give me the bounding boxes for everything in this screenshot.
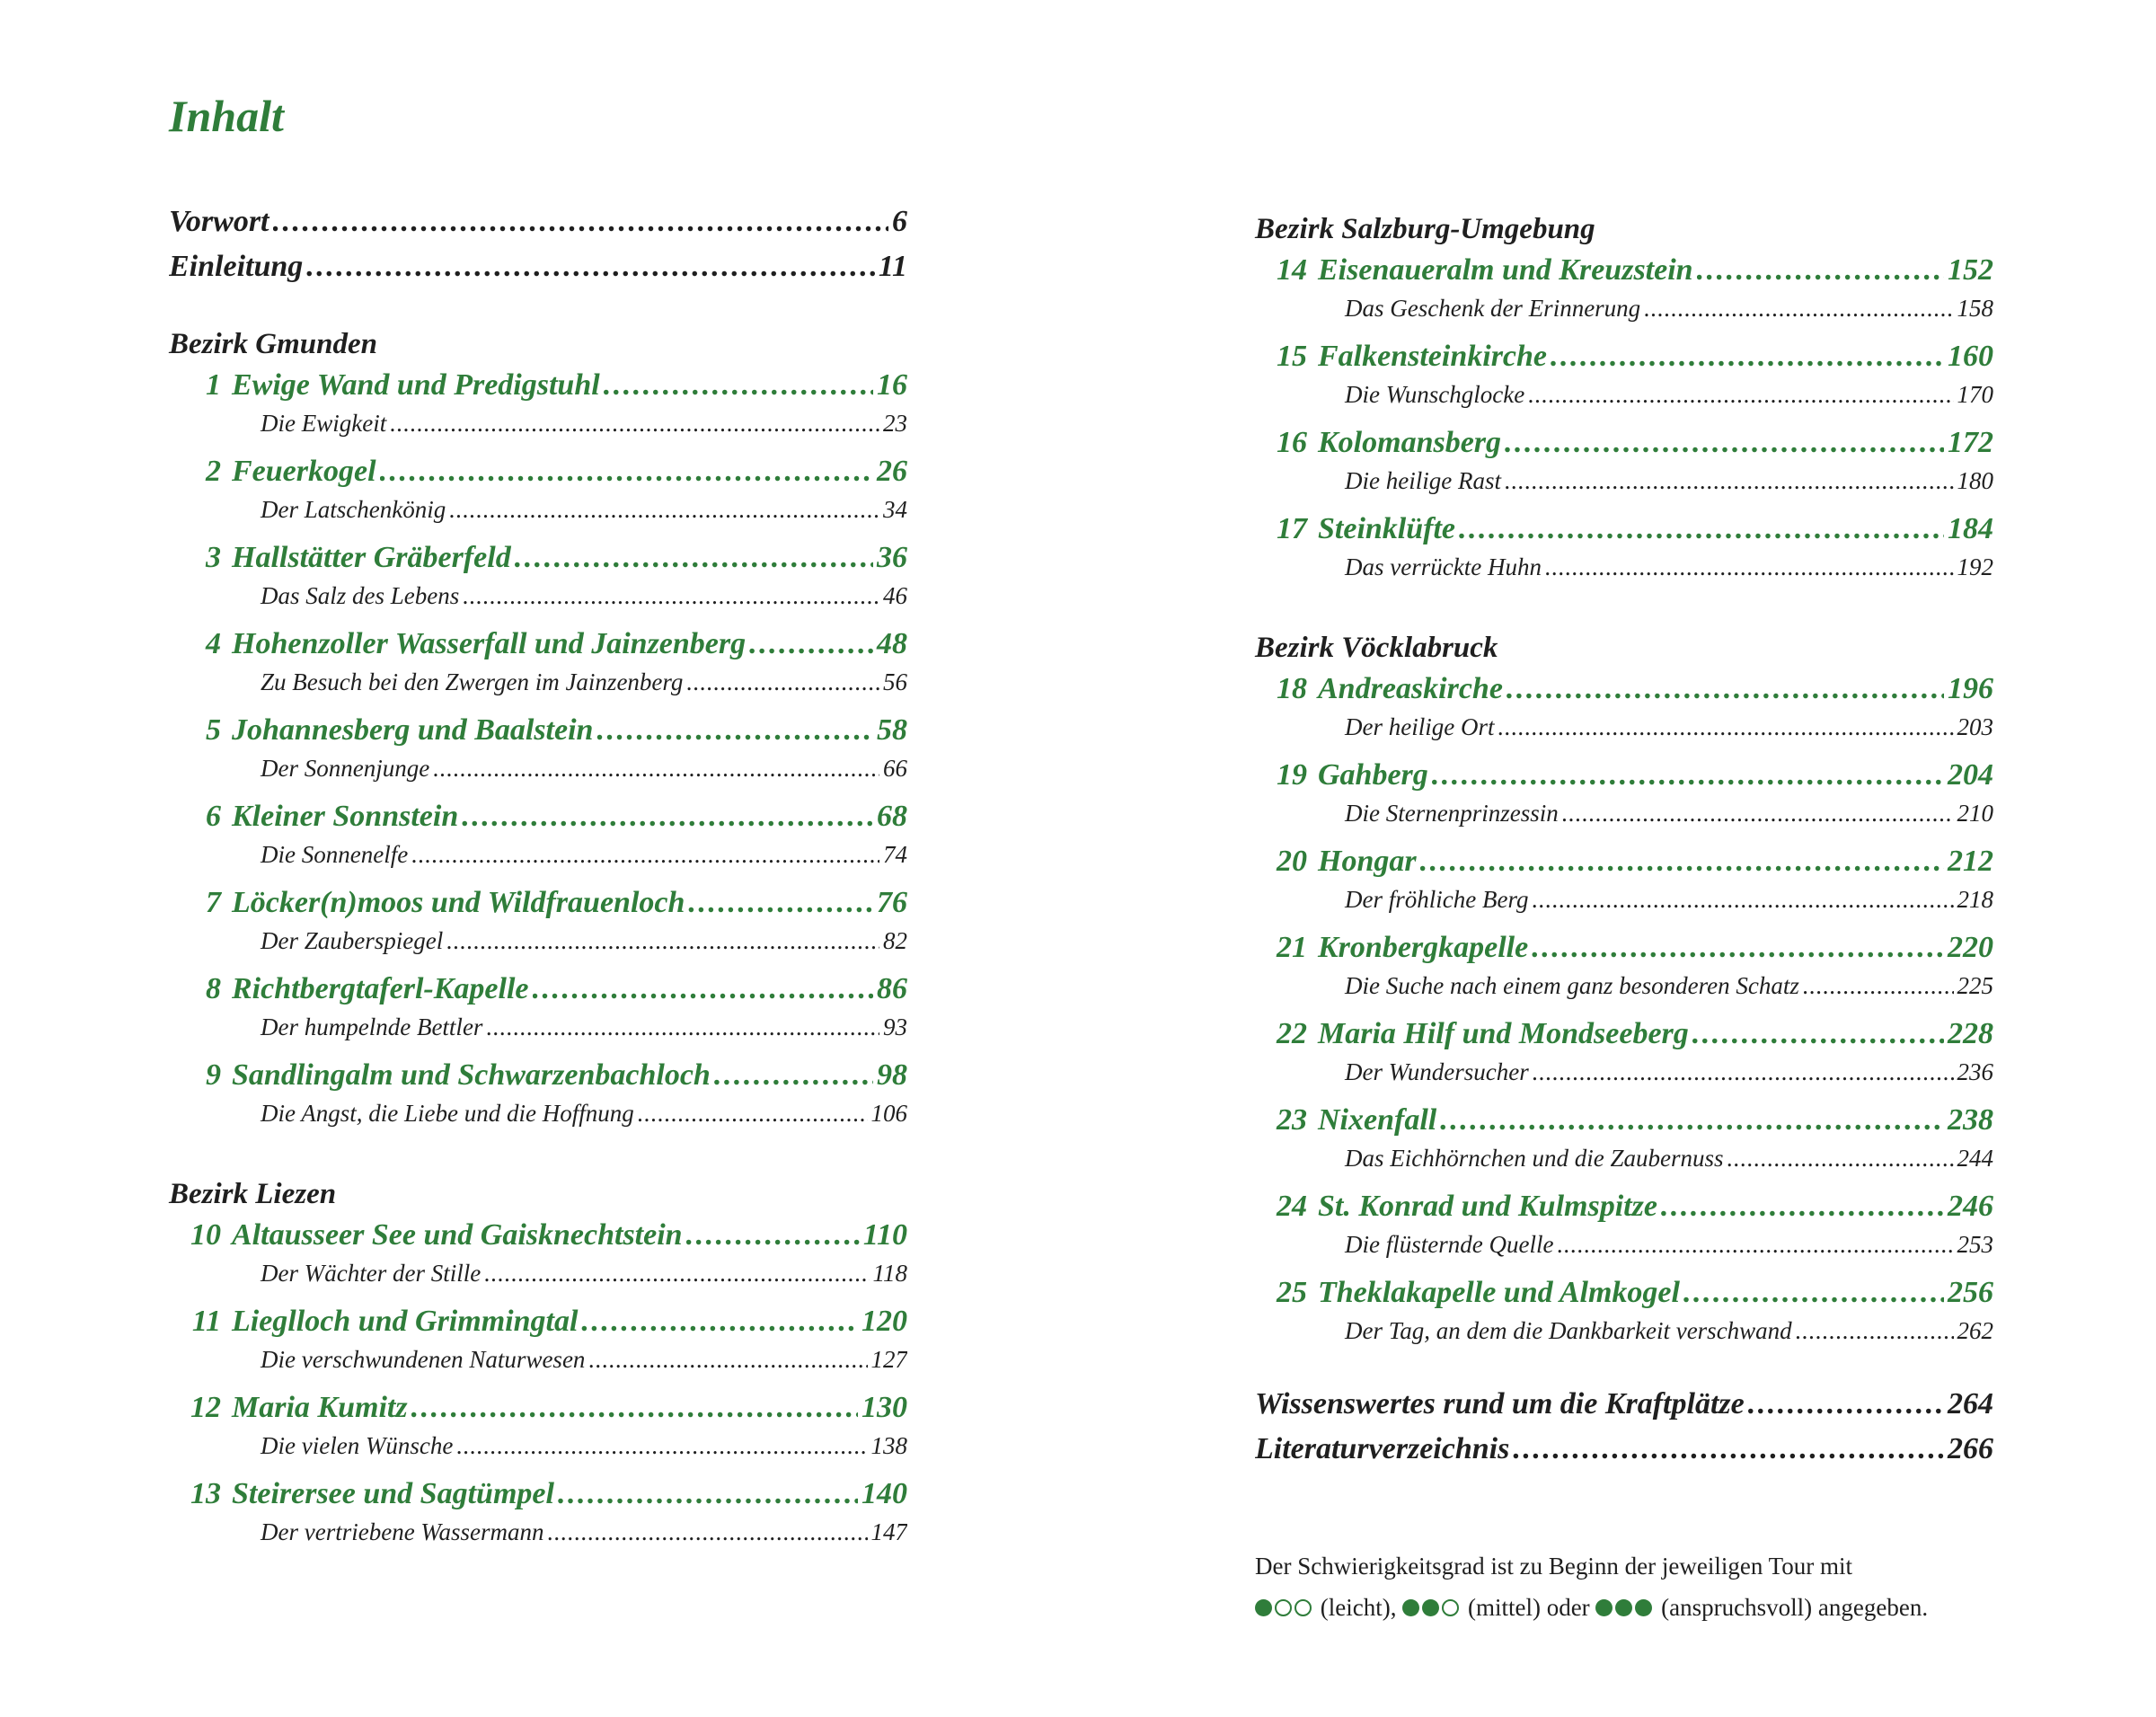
tour-number: 2 xyxy=(206,455,221,488)
tour-number: 15 xyxy=(1277,340,1307,373)
toc-tour-entry xyxy=(169,713,907,787)
story-row[interactable] xyxy=(1255,553,1993,586)
story-page: 147 xyxy=(870,1518,907,1545)
tour-title-row[interactable] xyxy=(169,1218,907,1260)
dot-leader xyxy=(558,1477,858,1511)
story-title: Der humpelnde Bettler xyxy=(261,1013,483,1040)
section-heading: Bezirk Gmunden xyxy=(169,328,377,360)
tour-title: Steinklüfte xyxy=(1318,512,1456,545)
story-row[interactable] xyxy=(169,668,907,701)
dot-leader xyxy=(273,205,889,239)
dot-leader xyxy=(1697,253,1944,288)
tour-number: 11 xyxy=(191,1305,221,1338)
tour-title-row[interactable] xyxy=(169,1391,907,1432)
dot-leader xyxy=(1533,1058,1954,1086)
dot-leader xyxy=(380,455,873,489)
story-title: Das verrückte Huhn xyxy=(1345,553,1542,580)
tour-page: 48 xyxy=(877,627,907,660)
toc-left-column xyxy=(169,205,907,1563)
dot-leader xyxy=(533,972,873,1006)
story-page: 192 xyxy=(1957,553,1993,580)
tour-number: 6 xyxy=(206,800,221,833)
story-title: Zu Besuch bei den Zwergen im Jainzenberg xyxy=(261,668,684,695)
dot-leader xyxy=(1505,467,1954,495)
tour-title: Hongar xyxy=(1318,845,1417,878)
story-page: 23 xyxy=(883,410,907,437)
dot-leader xyxy=(1532,886,1953,914)
dot-leader xyxy=(688,886,873,920)
tour-title: Nixenfall xyxy=(1318,1103,1437,1137)
story-page: 56 xyxy=(883,668,907,695)
story-row[interactable] xyxy=(169,1100,907,1132)
difficulty-easy-label: (leicht), xyxy=(1320,1594,1397,1621)
toc-tour-entry xyxy=(1255,672,1993,746)
tour-title: Theklakapelle und Almkogel xyxy=(1318,1276,1680,1309)
tour-title-row[interactable] xyxy=(1255,1017,1993,1058)
story-page: 93 xyxy=(883,1013,907,1040)
tour-number: 20 xyxy=(1277,845,1307,878)
tour-title-row[interactable] xyxy=(1255,1190,1993,1231)
story-title: Der vertriebene Wassermann xyxy=(261,1518,544,1545)
dot-leader xyxy=(1498,713,1953,741)
dot-leader xyxy=(749,627,873,661)
toc-tour-entry xyxy=(169,627,907,701)
tour-page: 212 xyxy=(1948,845,1993,878)
tour-title: Löcker(n)moos und Wildfrauenloch xyxy=(232,886,685,919)
entry-title: Vorwort xyxy=(169,205,270,238)
story-row[interactable] xyxy=(169,1346,907,1378)
story-row[interactable] xyxy=(169,927,907,960)
dot-leader xyxy=(1528,381,1953,409)
tour-number: 7 xyxy=(206,886,221,919)
tour-number: 21 xyxy=(1277,931,1307,964)
tour-page: 26 xyxy=(877,455,907,488)
story-row[interactable] xyxy=(169,496,907,528)
dot-leader xyxy=(449,496,879,524)
entry-page: 11 xyxy=(878,250,907,283)
tour-title-row[interactable] xyxy=(169,1305,907,1346)
tour-title: Hallstätter Gräberfeld xyxy=(232,541,511,574)
tour-page: 120 xyxy=(862,1305,907,1338)
dot-leader xyxy=(581,1305,858,1339)
tour-number: 18 xyxy=(1277,672,1307,705)
toc-right-column xyxy=(1255,205,1993,1477)
story-row[interactable] xyxy=(1255,800,1993,832)
dot-leader xyxy=(1661,1190,1944,1224)
filled-circle-icon xyxy=(1615,1599,1632,1616)
tour-page: 184 xyxy=(1948,512,1993,545)
dot-leader xyxy=(686,1218,860,1252)
dot-leader xyxy=(686,668,879,696)
story-row[interactable] xyxy=(169,1432,907,1465)
tour-title: St. Konrad und Kulmspitze xyxy=(1318,1190,1657,1223)
story-row[interactable] xyxy=(169,1260,907,1292)
entry-title: Wissenswertes rund um die Kraftplätze xyxy=(1255,1387,1745,1421)
filled-circle-icon xyxy=(1635,1599,1652,1616)
tour-title-row[interactable] xyxy=(169,800,907,841)
story-row[interactable] xyxy=(1255,1231,1993,1263)
tour-page: 140 xyxy=(862,1477,907,1510)
toc-entry-vorwort[interactable] xyxy=(169,205,907,250)
tour-title-row[interactable] xyxy=(169,1477,907,1518)
toc-tour-entry xyxy=(1255,1017,1993,1091)
tour-page: 228 xyxy=(1948,1017,1993,1050)
toc-tour-entry xyxy=(169,541,907,615)
story-page: 244 xyxy=(1957,1145,1993,1172)
toc-tour-entry xyxy=(1255,253,1993,327)
tour-page: 256 xyxy=(1948,1276,1993,1309)
toc-entry-literaturverzeichnis[interactable] xyxy=(1255,1432,1993,1477)
story-page: 218 xyxy=(1957,886,1993,913)
tour-title-row[interactable] xyxy=(1255,253,1993,295)
tour-page: 196 xyxy=(1948,672,1993,705)
story-page: 225 xyxy=(1957,972,1993,999)
tour-title-row[interactable] xyxy=(1255,1276,1993,1317)
dot-leader xyxy=(596,713,873,748)
dot-leader xyxy=(1748,1387,1944,1421)
story-title: Die vielen Wünsche xyxy=(261,1432,454,1459)
dot-leader xyxy=(1562,800,1954,828)
story-title: Der Wächter der Stille xyxy=(261,1260,482,1287)
tour-page: 130 xyxy=(862,1391,907,1424)
filled-circle-icon xyxy=(1402,1599,1419,1616)
entry-title: Literaturverzeichnis xyxy=(1255,1432,1510,1465)
story-title: Die heilige Rast xyxy=(1345,467,1501,494)
story-page: 34 xyxy=(883,496,907,523)
difficulty-hard-label: (anspruchsvoll) angegeben. xyxy=(1661,1594,1929,1621)
dot-leader xyxy=(1507,672,1944,706)
dot-leader xyxy=(515,541,873,575)
tour-title-row[interactable] xyxy=(169,713,907,755)
toc-tour-entry xyxy=(169,1391,907,1465)
dot-leader xyxy=(1459,512,1944,546)
dot-leader xyxy=(433,755,879,783)
tour-title-row[interactable] xyxy=(1255,1103,1993,1145)
dot-leader xyxy=(462,800,873,834)
dot-leader xyxy=(1532,931,1944,965)
story-row[interactable] xyxy=(169,1518,907,1551)
tour-title: Kronbergkapelle xyxy=(1318,931,1529,964)
filled-circle-icon xyxy=(1255,1599,1272,1616)
tour-title-row[interactable] xyxy=(1255,672,1993,713)
dot-leader xyxy=(1505,426,1944,460)
tour-page: 238 xyxy=(1948,1103,1993,1137)
tour-title: Steirersee und Sagtümpel xyxy=(232,1477,554,1510)
story-page: 106 xyxy=(870,1100,907,1127)
tour-page: 204 xyxy=(1948,758,1993,792)
dot-leader xyxy=(1683,1276,1944,1310)
tour-number: 5 xyxy=(206,713,221,747)
toc-tour-entry xyxy=(1255,426,1993,500)
story-row[interactable] xyxy=(1255,381,1993,413)
story-title: Die flüsternde Quelle xyxy=(1345,1231,1554,1258)
toc-tour-entry xyxy=(169,1477,907,1551)
entry-page: 264 xyxy=(1948,1387,1993,1421)
section-heading: Bezirk Salzburg-Umgebung xyxy=(1255,213,1595,245)
dot-leader xyxy=(1796,1317,1954,1345)
story-page: 180 xyxy=(1957,467,1993,494)
dot-leader xyxy=(1692,1017,1944,1051)
story-page: 158 xyxy=(1957,295,1993,322)
dot-leader xyxy=(1513,1432,1944,1466)
tour-title: Ewige Wand und Predigstuhl xyxy=(232,368,600,402)
tour-title-row[interactable] xyxy=(169,455,907,496)
story-page: 46 xyxy=(883,582,907,609)
tour-title-row[interactable] xyxy=(1255,845,1993,886)
tour-title-row[interactable] xyxy=(169,886,907,927)
tour-page: 110 xyxy=(862,1218,907,1252)
story-title: Der Latschenkönig xyxy=(261,496,446,523)
empty-circle-icon xyxy=(1442,1599,1459,1616)
tour-number: 22 xyxy=(1277,1017,1307,1050)
tour-title: Kolomansberg xyxy=(1318,426,1502,459)
tour-page: 220 xyxy=(1948,931,1993,964)
tour-title: Altausseer See und Gaisknechtstein xyxy=(232,1218,683,1252)
tour-title-row[interactable] xyxy=(1255,758,1993,800)
page-title: Inhalt xyxy=(169,91,284,141)
story-title: Die Suche nach einem ganz besonderen Schatz xyxy=(1345,972,1799,999)
section-heading: Bezirk Vöcklabruck xyxy=(1255,632,1498,664)
tour-number: 3 xyxy=(206,541,221,574)
toc-entry-wissenswertes[interactable] xyxy=(1255,1387,1993,1432)
story-title: Der fröhliche Berg xyxy=(1345,886,1529,913)
tour-title: Richtbergtaferl-Kapelle xyxy=(232,972,529,1005)
tour-page: 68 xyxy=(877,800,907,833)
tour-number: 12 xyxy=(190,1391,221,1424)
story-title: Der Wundersucher xyxy=(1345,1058,1529,1085)
dot-leader xyxy=(1727,1145,1953,1173)
story-row[interactable] xyxy=(1255,295,1993,327)
tour-title-row[interactable] xyxy=(169,627,907,668)
difficulty-medium-label: (mittel) oder xyxy=(1467,1594,1590,1621)
tour-number: 19 xyxy=(1277,758,1307,792)
tour-title-row[interactable] xyxy=(1255,512,1993,553)
tour-number: 17 xyxy=(1277,512,1307,545)
tour-page: 172 xyxy=(1948,426,1993,459)
tour-page: 86 xyxy=(877,972,907,1005)
tour-number: 8 xyxy=(206,972,221,1005)
story-title: Der Tag, an dem die Dankbarkeit verschwand xyxy=(1345,1317,1792,1344)
story-row[interactable] xyxy=(169,755,907,787)
story-row[interactable] xyxy=(1255,1145,1993,1177)
difficulty-note xyxy=(1255,1545,2001,1628)
story-row[interactable] xyxy=(169,1013,907,1046)
story-page: 262 xyxy=(1957,1317,1993,1344)
story-title: Der Zauberspiegel xyxy=(261,927,444,954)
tour-title: Feuerkogel xyxy=(232,455,376,488)
dot-leader xyxy=(714,1058,873,1093)
story-row[interactable] xyxy=(169,582,907,615)
toc-tour-entry xyxy=(1255,931,1993,1005)
toc-tour-entry xyxy=(169,1305,907,1378)
story-title: Die Sonnenelfe xyxy=(261,841,409,868)
story-title: Die Sternenprinzessin xyxy=(1345,800,1559,827)
story-title: Der heilige Ort xyxy=(1345,713,1495,740)
story-page: 66 xyxy=(883,755,907,782)
tour-page: 98 xyxy=(877,1058,907,1092)
story-page: 138 xyxy=(870,1432,907,1459)
tour-number: 4 xyxy=(206,627,221,660)
toc-tour-entry xyxy=(1255,1190,1993,1263)
tour-title: Johannesberg und Baalstein xyxy=(232,713,594,747)
entry-page: 266 xyxy=(1948,1432,1993,1465)
story-row[interactable] xyxy=(1255,972,1993,1005)
dot-leader xyxy=(484,1260,869,1288)
dot-leader xyxy=(1557,1231,1953,1259)
tour-number: 24 xyxy=(1277,1190,1307,1223)
tour-title: Gahberg xyxy=(1318,758,1428,792)
tour-title: Falkensteinkirche xyxy=(1318,340,1548,373)
toc-tour-entry xyxy=(1255,1276,1993,1350)
tour-page: 152 xyxy=(1948,253,1993,287)
toc-tour-entry xyxy=(169,1058,907,1132)
filled-circle-icon xyxy=(1595,1599,1613,1616)
tour-title-row[interactable] xyxy=(1255,340,1993,381)
tour-page: 76 xyxy=(877,886,907,919)
tour-number: 13 xyxy=(190,1477,221,1510)
story-page: 210 xyxy=(1957,800,1993,827)
story-title: Die Angst, die Liebe und die Hoffnung xyxy=(261,1100,634,1127)
tour-number: 23 xyxy=(1277,1103,1307,1137)
dot-leader xyxy=(390,410,879,438)
dot-leader xyxy=(1803,972,1954,1000)
tour-page: 16 xyxy=(877,368,907,402)
tour-page: 58 xyxy=(877,713,907,747)
difficulty-note-line1: Der Schwierigkeitsgrad ist zu Beginn der jeweiligen Tour mit xyxy=(1255,1553,1852,1580)
section-heading: Bezirk Liezen xyxy=(169,1178,337,1210)
tour-number: 14 xyxy=(1277,253,1307,287)
toc-tour-entry xyxy=(169,800,907,873)
tour-title-row[interactable] xyxy=(1255,426,1993,467)
tour-number: 10 xyxy=(190,1218,221,1252)
story-page: 82 xyxy=(883,927,907,954)
dot-leader xyxy=(1420,845,1944,879)
story-row[interactable] xyxy=(1255,1058,1993,1091)
entry-title: Einleitung xyxy=(169,250,304,283)
story-page: 253 xyxy=(1957,1231,1993,1258)
dot-leader xyxy=(1545,553,1954,581)
story-page: 127 xyxy=(870,1346,907,1373)
tour-page: 36 xyxy=(877,541,907,574)
story-title: Die Wunschglocke xyxy=(1345,381,1525,408)
dot-leader xyxy=(411,1391,858,1425)
story-title: Das Eichhörnchen und die Zaubernuss xyxy=(1345,1145,1724,1172)
dot-leader xyxy=(638,1100,868,1128)
story-row[interactable] xyxy=(169,410,907,442)
dot-leader xyxy=(1440,1103,1944,1137)
story-page: 203 xyxy=(1957,713,1993,740)
difficulty-note-line2 xyxy=(1255,1587,2001,1628)
story-title: Das Geschenk der Erinnerung xyxy=(1345,295,1641,322)
story-row[interactable] xyxy=(1255,1317,1993,1350)
tour-title: Maria Kumitz xyxy=(232,1391,408,1424)
tour-number: 1 xyxy=(206,368,221,402)
tour-title: Sandlingalm und Schwarzenbachloch xyxy=(232,1058,711,1092)
dot-leader xyxy=(547,1518,867,1546)
story-row[interactable] xyxy=(1255,467,1993,500)
tour-title: Kleiner Sonnstein xyxy=(232,800,459,833)
tour-title: Hohenzoller Wasserfall und Jainzenberg xyxy=(232,627,747,660)
toc-tour-entry xyxy=(169,455,907,528)
story-row[interactable] xyxy=(1255,886,1993,918)
tour-title-row[interactable] xyxy=(169,972,907,1013)
tour-number: 9 xyxy=(206,1058,221,1092)
dot-leader xyxy=(1644,295,1953,323)
tour-title-row[interactable] xyxy=(1255,931,1993,972)
tour-page: 246 xyxy=(1948,1190,1993,1223)
story-title: Die verschwundenen Naturwesen xyxy=(261,1346,586,1373)
tour-title: Lieglloch und Grimmingtal xyxy=(232,1305,579,1338)
dot-leader xyxy=(306,250,875,284)
toc-tour-entry xyxy=(169,886,907,960)
story-title: Die Ewigkeit xyxy=(261,410,387,437)
toc-tour-entry xyxy=(169,1218,907,1292)
toc-tour-entry xyxy=(169,368,907,442)
story-page: 170 xyxy=(1957,381,1993,408)
tour-page: 160 xyxy=(1948,340,1993,373)
empty-circle-icon xyxy=(1275,1599,1292,1616)
story-page: 74 xyxy=(883,841,907,868)
story-title: Der Sonnenjunge xyxy=(261,755,430,782)
tour-number: 25 xyxy=(1277,1276,1307,1309)
tour-title: Eisenaueralm und Kreuzstein xyxy=(1318,253,1693,287)
tour-title: Andreaskirche xyxy=(1318,672,1503,705)
empty-circle-icon xyxy=(1294,1599,1312,1616)
tour-number: 16 xyxy=(1277,426,1307,459)
dot-leader xyxy=(456,1432,867,1460)
tour-title-row[interactable] xyxy=(169,368,907,410)
dot-leader xyxy=(1551,340,1944,374)
tour-title-row[interactable] xyxy=(169,541,907,582)
dot-leader xyxy=(446,927,879,955)
dot-leader xyxy=(486,1013,879,1041)
dot-leader xyxy=(1432,758,1944,792)
story-page: 118 xyxy=(872,1260,907,1287)
toc-tour-entry xyxy=(1255,758,1993,832)
toc-tour-entry xyxy=(169,972,907,1046)
dot-leader xyxy=(588,1346,867,1374)
dot-leader xyxy=(411,841,879,869)
filled-circle-icon xyxy=(1422,1599,1439,1616)
toc-tour-entry xyxy=(1255,512,1993,586)
dot-leader xyxy=(463,582,879,610)
toc-tour-entry xyxy=(1255,1103,1993,1177)
toc-tour-entry xyxy=(1255,340,1993,413)
entry-page: 6 xyxy=(892,205,907,238)
story-page: 236 xyxy=(1957,1058,1993,1085)
toc-tour-entry xyxy=(1255,845,1993,918)
tour-title: Maria Hilf und Mondseeberg xyxy=(1318,1017,1689,1050)
story-row[interactable] xyxy=(1255,713,1993,746)
dot-leader xyxy=(604,368,873,403)
story-row[interactable] xyxy=(169,841,907,873)
story-title: Das Salz des Lebens xyxy=(261,582,460,609)
toc-entry-einleitung[interactable] xyxy=(169,250,907,295)
tour-title-row[interactable] xyxy=(169,1058,907,1100)
